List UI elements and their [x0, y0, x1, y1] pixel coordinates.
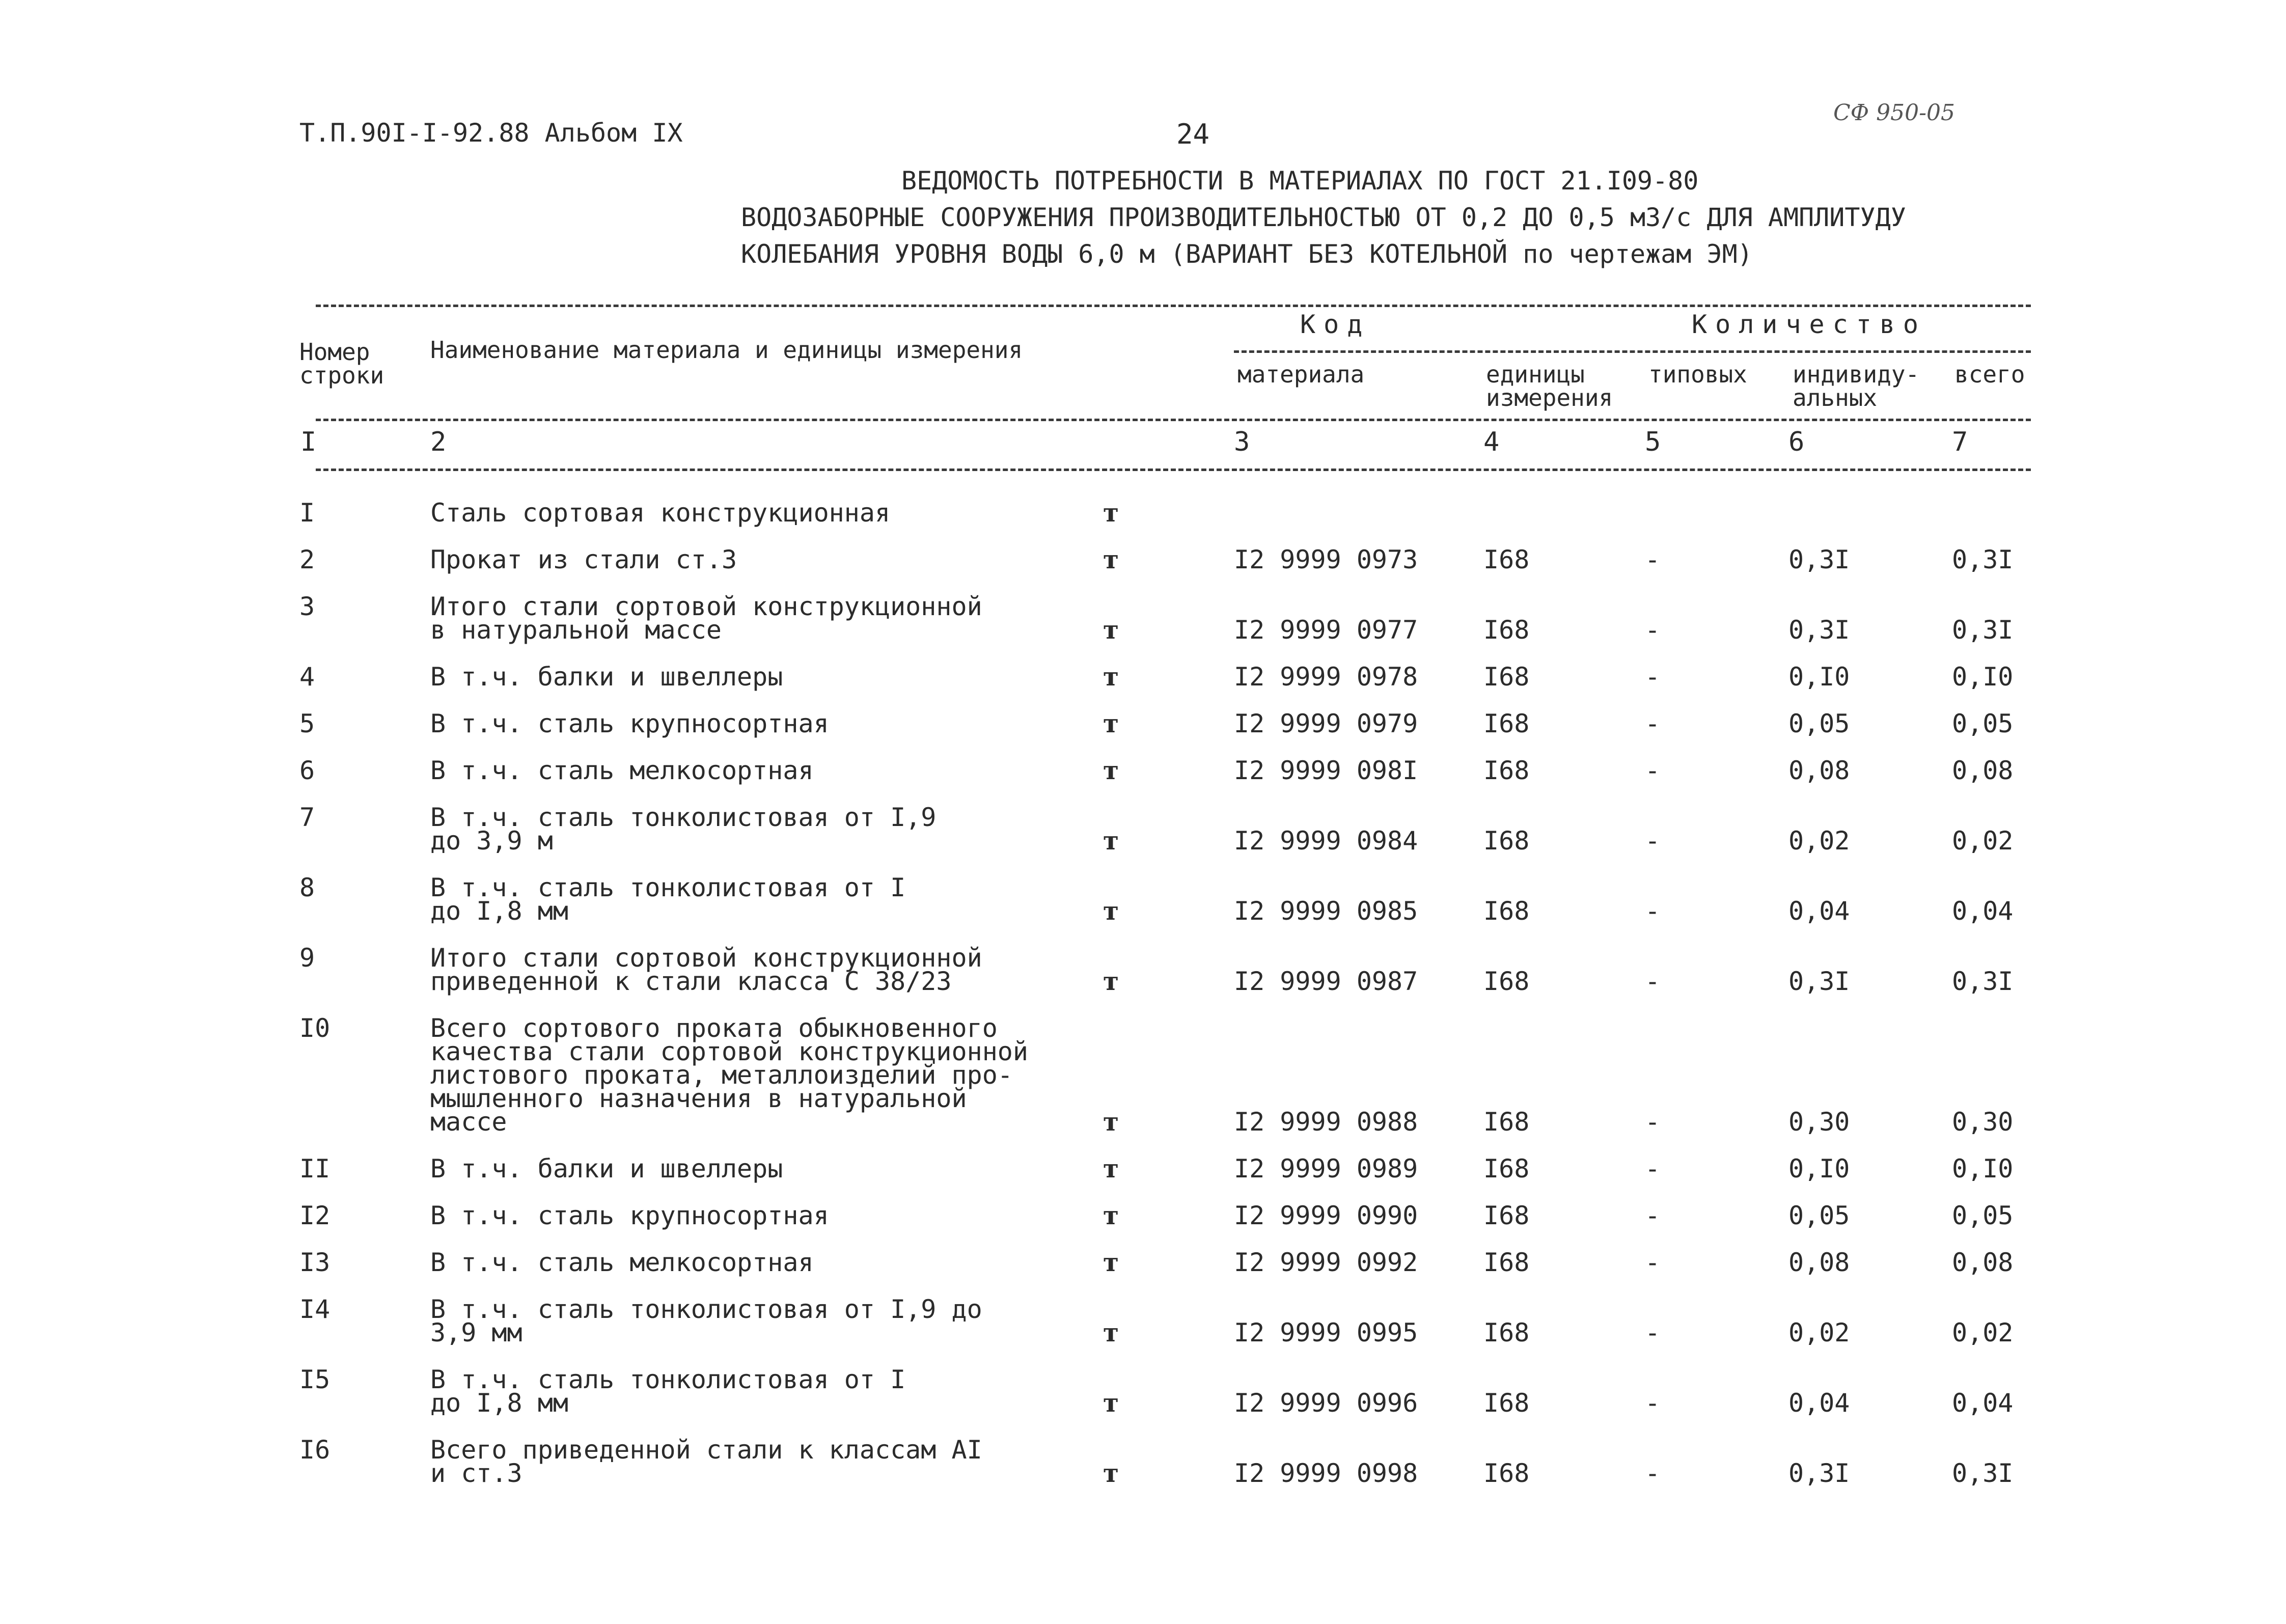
row-number: I4 [299, 1295, 330, 1324]
unit: т [1103, 544, 1119, 574]
unit: т [1103, 825, 1119, 856]
column-number-5: 5 [1645, 427, 1661, 457]
material-code: I2 9999 0998 [1234, 1458, 1418, 1488]
title-line-2: ВОДОЗАБОРНЫЕ СООРУЖЕНИЯ ПРОИЗВОДИТЕЛЬНОСТЬЮ ОТ 0,2 ДО 0,5 м3/с ДЛЯ АМПЛИТУДУ [741, 203, 1906, 232]
material-name: Итого стали сортовой конструкционной в натуральной массе [430, 592, 982, 645]
measure-unit-code: I68 [1483, 1154, 1530, 1183]
material-name: В т.ч. сталь крупносортная [430, 1201, 829, 1230]
material-code: I2 9999 0977 [1234, 615, 1418, 645]
material-name: Прокат из стали ст.3 [430, 545, 737, 574]
handwritten-stamp: СФ 950-05 [1833, 100, 1956, 126]
individual-qty: 0,04 [1788, 1388, 1850, 1418]
column-number-3: 3 [1234, 427, 1250, 457]
unit: т [1103, 1458, 1119, 1488]
individual-qty: 0,08 [1788, 1248, 1850, 1277]
column-number-7: 7 [1952, 427, 1968, 457]
unit: т [1103, 615, 1119, 645]
unit: т [1103, 1388, 1119, 1418]
unit: т [1103, 896, 1119, 926]
row-number: 7 [299, 803, 315, 832]
unit: т [1103, 966, 1119, 996]
material-name: В т.ч. сталь крупносортная [430, 709, 829, 738]
material-code: I2 9999 098I [1234, 756, 1418, 785]
row-number: 2 [299, 545, 315, 574]
material-name: Всего сортового проката обыкновенного качества стали сортовой конструкционной листового проката, металлоизделий про- мышленного назначения в натуральной массе [430, 1013, 1028, 1137]
row-number: I0 [299, 1013, 330, 1043]
total-qty: 0,04 [1952, 896, 2014, 926]
header-sub-rule [1234, 350, 2031, 353]
measure-unit-header: единицы измерения [1486, 361, 1613, 411]
individual-qty: 0,30 [1788, 1107, 1850, 1137]
typical-qty: - [1645, 662, 1661, 692]
row-number-header: Номер строки [299, 338, 384, 389]
material-code: I2 9999 0989 [1234, 1154, 1418, 1183]
material-name: Всего приведенной стали к классам АI и ст.3 [430, 1435, 982, 1488]
typical-header: типовых [1648, 361, 1747, 388]
total-qty: 0,3I [1952, 967, 2014, 996]
total-qty: 0,02 [1952, 1318, 2014, 1347]
material-code: I2 9999 0985 [1234, 896, 1418, 926]
column-number-6: 6 [1788, 427, 1805, 457]
row-number: 6 [299, 756, 315, 785]
total-qty: 0,3I [1952, 615, 2014, 645]
material-code: I2 9999 0992 [1234, 1248, 1418, 1277]
unit: т [1103, 755, 1119, 785]
material-name: В т.ч. сталь мелкосортная [430, 1248, 814, 1277]
unit: т [1103, 708, 1119, 738]
typical-qty: - [1645, 967, 1661, 996]
row-number: 3 [299, 592, 315, 621]
unit: т [1103, 1200, 1119, 1230]
material-name: Сталь сортовая конструкционная [430, 498, 891, 528]
row-number: I2 [299, 1201, 330, 1230]
individual-qty: 0,3I [1788, 1458, 1850, 1488]
header-bottom-rule [316, 469, 2031, 471]
material-name: В т.ч. сталь тонколистовая от I до I,8 мм [430, 1365, 906, 1418]
row-number: 8 [299, 873, 315, 902]
material-code: I2 9999 0987 [1234, 967, 1418, 996]
row-number: I [299, 498, 315, 528]
page-number: 24 [1176, 118, 1210, 150]
measure-unit-code: I68 [1483, 662, 1530, 692]
individual-qty: 0,I0 [1788, 1154, 1850, 1183]
unit: т [1103, 1153, 1119, 1183]
typical-qty: - [1645, 545, 1661, 574]
material-name: В т.ч. сталь тонколистовая от I,9 до 3,9 м [430, 803, 937, 856]
material-code: I2 9999 0996 [1234, 1388, 1418, 1418]
total-qty: 0,05 [1952, 709, 2014, 738]
row-number: 5 [299, 709, 315, 738]
material-name: В т.ч. балки и швеллеры [430, 1154, 783, 1183]
column-number-1: I [300, 427, 317, 457]
column-number-4: 4 [1483, 427, 1500, 457]
material-code: I2 9999 0984 [1234, 826, 1418, 856]
header-top-rule [316, 305, 2031, 307]
total-qty: 0,30 [1952, 1107, 2014, 1137]
unit: т [1103, 498, 1119, 528]
individual-qty: 0,05 [1788, 1201, 1850, 1230]
measure-unit-code: I68 [1483, 1318, 1530, 1347]
row-number: II [299, 1154, 330, 1183]
unit: т [1103, 1107, 1119, 1137]
material-name: В т.ч. сталь тонколистовая от I до I,8 мм [430, 873, 906, 926]
individual-qty: 0,3I [1788, 967, 1850, 996]
code-group-header: Код [1300, 310, 1371, 339]
quantity-group-header: Количество [1692, 310, 1927, 339]
typical-qty: - [1645, 615, 1661, 645]
typical-qty: - [1645, 1248, 1661, 1277]
measure-unit-code: I68 [1483, 896, 1530, 926]
total-qty: 0,3I [1952, 545, 2014, 574]
total-qty: 0,08 [1952, 1248, 2014, 1277]
individual-qty: 0,05 [1788, 709, 1850, 738]
header-mid-rule [316, 419, 2031, 421]
individual-qty: 0,3I [1788, 545, 1850, 574]
typical-qty: - [1645, 826, 1661, 856]
column-number-2: 2 [430, 427, 447, 457]
material-code: I2 9999 0978 [1234, 662, 1418, 692]
measure-unit-code: I68 [1483, 1107, 1530, 1137]
material-name: В т.ч. сталь мелкосортная [430, 756, 814, 785]
typical-qty: - [1645, 756, 1661, 785]
unit: т [1103, 1317, 1119, 1347]
unit: т [1103, 662, 1119, 692]
material-name: Итого стали сортовой конструкционной приведенной к стали класса С 38/23 [430, 943, 982, 996]
measure-unit-code: I68 [1483, 967, 1530, 996]
material-code: I2 9999 0988 [1234, 1107, 1418, 1137]
typical-qty: - [1645, 1318, 1661, 1347]
title-line-1: ВЕДОМОСТЬ ПОТРЕБНОСТИ В МАТЕРИАЛАХ ПО ГОСТ 21.I09-80 [901, 166, 1699, 196]
material-name: В т.ч. балки и швеллеры [430, 662, 783, 692]
total-qty: 0,04 [1952, 1388, 2014, 1418]
measure-unit-code: I68 [1483, 615, 1530, 645]
total-header: всего [1954, 361, 2025, 388]
measure-unit-code: I68 [1483, 1388, 1530, 1418]
unit: т [1103, 1247, 1119, 1277]
document-reference: Т.П.90I-I-92.88 Альбом IX [299, 118, 683, 148]
row-number: I3 [299, 1248, 330, 1277]
total-qty: 0,3I [1952, 1458, 2014, 1488]
typical-qty: - [1645, 709, 1661, 738]
typical-qty: - [1645, 1154, 1661, 1183]
measure-unit-code: I68 [1483, 1201, 1530, 1230]
material-name: В т.ч. сталь тонколистовая от I,9 до 3,9 мм [430, 1295, 982, 1347]
individual-qty: 0,I0 [1788, 662, 1850, 692]
individual-qty: 0,02 [1788, 1318, 1850, 1347]
title-line-3: КОЛЕБАНИЯ УРОВНЯ ВОДЫ 6,0 м (ВАРИАНТ БЕЗ КОТЕЛЬНОЙ по чертежам ЭМ) [741, 239, 1753, 269]
material-code: I2 9999 0990 [1234, 1201, 1418, 1230]
total-qty: 0,05 [1952, 1201, 2014, 1230]
individual-qty: 0,04 [1788, 896, 1850, 926]
measure-unit-code: I68 [1483, 709, 1530, 738]
material-code-header: материала [1237, 361, 1365, 388]
material-code: I2 9999 0979 [1234, 709, 1418, 738]
typical-qty: - [1645, 1201, 1661, 1230]
total-qty: 0,02 [1952, 826, 2014, 856]
typical-qty: - [1645, 1388, 1661, 1418]
individual-qty: 0,02 [1788, 826, 1850, 856]
total-qty: 0,08 [1952, 756, 2014, 785]
total-qty: 0,I0 [1952, 662, 2014, 692]
row-number: 4 [299, 662, 315, 692]
material-name-header: Наименование материала и единицы измерения [430, 336, 1023, 364]
measure-unit-code: I68 [1483, 545, 1530, 574]
row-number: 9 [299, 943, 315, 973]
total-qty: 0,I0 [1952, 1154, 2014, 1183]
typical-qty: - [1645, 1458, 1661, 1488]
individual-qty: 0,08 [1788, 756, 1850, 785]
measure-unit-code: I68 [1483, 1248, 1530, 1277]
typical-qty: - [1645, 1107, 1661, 1137]
row-number: I5 [299, 1365, 330, 1394]
measure-unit-code: I68 [1483, 1458, 1530, 1488]
material-code: I2 9999 0995 [1234, 1318, 1418, 1347]
material-code: I2 9999 0973 [1234, 545, 1418, 574]
individual-qty: 0,3I [1788, 615, 1850, 645]
individual-header: индивиду- альных [1793, 361, 1920, 411]
measure-unit-code: I68 [1483, 756, 1530, 785]
measure-unit-code: I68 [1483, 826, 1530, 856]
row-number: I6 [299, 1435, 330, 1465]
typical-qty: - [1645, 896, 1661, 926]
